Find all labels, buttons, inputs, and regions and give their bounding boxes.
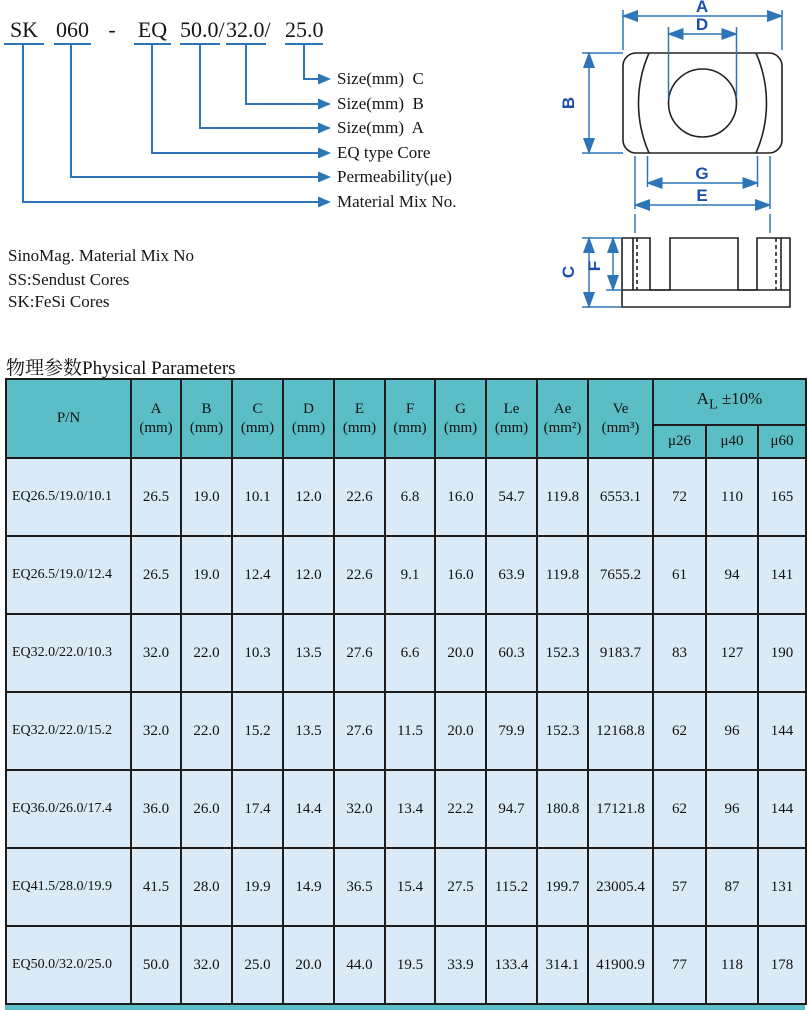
value-cell: 26.0 [181,770,232,848]
value-cell: 16.0 [435,536,486,614]
value-cell: 60.3 [486,614,537,692]
value-cell: 22.0 [181,692,232,770]
value-cell: 50.0 [131,926,181,1004]
column-label: C [252,400,263,417]
note-line: SS:Sendust Cores [8,270,130,289]
value-cell: 152.3 [537,692,588,770]
value-cell: 6.8 [385,458,435,536]
column-header-g [435,379,486,458]
part-code-segment-size-a: 50.0/ [180,17,225,42]
part-number-cell: EQ50.0/32.0/25.0 [6,926,131,1004]
value-cell: 54.7 [486,458,537,536]
note-line: SinoMag. Material Mix No [8,246,195,265]
column-header-u60: μ60 [758,425,806,458]
value-cell: 10.3 [232,614,283,692]
part-number-cell: EQ36.0/26.0/17.4 [6,770,131,848]
dim-label-c: C [559,265,578,279]
value-cell: 13.5 [283,692,334,770]
value-cell: 118 [706,926,758,1004]
column-header-a [131,379,181,458]
value-cell: 144 [758,770,806,848]
part-number-cell: EQ32.0/22.0/10.3 [6,614,131,692]
value-cell: 32.0 [131,692,181,770]
value-cell: 199.7 [537,848,588,926]
part-number-cell: EQ26.5/19.0/12.4 [6,536,131,614]
column-header-al [653,379,806,425]
value-cell: 12.4 [232,536,283,614]
value-cell: 44.0 [334,926,385,1004]
value-cell: 152.3 [537,614,588,692]
dim-label-g: G [695,164,709,183]
code-meaning-size-b: Size(mm) B [337,94,424,113]
part-code-segment-type: EQ [137,17,168,42]
value-cell: 57 [653,848,706,926]
column-header-u26: μ26 [653,425,706,458]
value-cell: 26.5 [131,536,181,614]
table-row [6,692,806,770]
value-cell: 12.0 [283,536,334,614]
value-cell: 27.6 [334,692,385,770]
part-number-cell: EQ41.5/28.0/19.9 [6,848,131,926]
value-cell: 14.9 [283,848,334,926]
value-cell: 36.0 [131,770,181,848]
column-unit: (mm) [240,419,275,436]
value-cell: 36.5 [334,848,385,926]
value-cell: 15.2 [232,692,283,770]
value-cell: 32.0 [181,926,232,1004]
column-label: Ve [612,400,629,417]
arrow-icon [318,74,331,208]
value-cell: 11.5 [385,692,435,770]
value-cell: 141 [758,536,806,614]
value-cell: 19.9 [232,848,283,926]
column-header-c [232,379,283,458]
column-header-le [486,379,537,458]
value-cell: 77 [653,926,706,1004]
table-row [6,614,806,692]
value-cell: 79.9 [486,692,537,770]
eq-core-side-view [622,238,790,307]
value-cell: 26.5 [131,458,181,536]
value-cell: 178 [758,926,806,1004]
value-cell: 27.6 [334,614,385,692]
column-header-f [385,379,435,458]
value-cell: 96 [706,770,758,848]
value-cell: 22.6 [334,458,385,536]
value-cell: 144 [758,692,806,770]
code-meaning-material: Material Mix No. [337,192,457,211]
part-code-segment-permeability: 060 [56,17,89,42]
value-cell: 22.0 [181,614,232,692]
table-row [6,926,806,1004]
column-unit: (mm) [393,419,427,436]
value-cell: 19.0 [181,536,232,614]
part-code-segment-size-c: 25.0 [285,17,324,42]
table-row [6,536,806,614]
value-cell: 119.8 [537,536,588,614]
code-meaning-permeability: Permeability(μe) [337,167,452,186]
part-code-segment-dash: - [108,17,116,42]
part-code-leader-lines [0,0,340,215]
column-unit: (mm) [139,419,173,436]
value-cell: 17.4 [232,770,283,848]
value-cell: 62 [653,770,706,848]
column-label: E [354,400,365,417]
value-cell: 10.1 [232,458,283,536]
value-cell: 180.8 [537,770,588,848]
value-cell: 62 [653,692,706,770]
column-label: Le [503,400,520,417]
value-cell: 20.0 [435,614,486,692]
value-cell: 22.2 [435,770,486,848]
value-cell: 6.6 [385,614,435,692]
dim-label-b: B [559,96,578,110]
value-cell: 41.5 [131,848,181,926]
column-label: Ae [553,400,572,417]
value-cell: 131 [758,848,806,926]
value-cell: 17121.8 [588,770,653,848]
eq-core-top-view [623,53,782,153]
value-cell: 12168.8 [588,692,653,770]
column-header-ae [537,379,588,458]
column-unit: (mm) [443,419,478,436]
al-subscript: L [708,396,718,413]
column-label: B [201,400,212,417]
column-header-u40: μ40 [706,425,758,458]
value-cell: 19.5 [385,926,435,1004]
value-cell: 190 [758,614,806,692]
value-cell: 63.9 [486,536,537,614]
value-cell: 6553.1 [588,458,653,536]
next-table-edge [5,1005,805,1010]
column-label: A [150,400,162,417]
value-cell: 9183.7 [588,614,653,692]
value-cell: 83 [653,614,706,692]
value-cell: 7655.2 [588,536,653,614]
dim-label-d: D [695,15,709,34]
column-label: F [405,400,415,417]
section-title: 物理参数Physical Parameters [6,358,236,379]
value-cell: 72 [653,458,706,536]
value-cell: 13.4 [385,770,435,848]
value-cell: 25.0 [232,926,283,1004]
value-cell: 87 [706,848,758,926]
value-cell: 20.0 [283,926,334,1004]
value-cell: 22.6 [334,536,385,614]
code-meaning-core-type: EQ type Core [337,143,431,162]
value-cell: 23005.4 [588,848,653,926]
column-header-ve [588,379,653,458]
value-cell: 28.0 [181,848,232,926]
column-unit: (mm) [189,419,224,436]
code-meaning-size-c: Size(mm) C [337,69,424,88]
table-row [6,770,806,848]
value-cell: 14.4 [283,770,334,848]
part-code-segment-material: SK [9,17,39,42]
value-cell: 119.8 [537,458,588,536]
part-number-cell: EQ32.0/22.0/15.2 [6,692,131,770]
column-label: D [303,400,314,417]
value-cell: 96 [706,692,758,770]
column-unit: (mm) [291,419,326,436]
value-cell: 20.0 [435,692,486,770]
column-header-b [181,379,232,458]
dim-label-f: F [585,260,604,272]
table-row [6,458,806,536]
value-cell: 110 [706,458,758,536]
value-cell: 61 [653,536,706,614]
value-cell: 94.7 [486,770,537,848]
value-cell: 9.1 [385,536,435,614]
column-unit: (mm²) [543,419,582,436]
physical-parameters-table [5,378,807,1005]
dim-label-a: A [695,0,709,16]
column-unit: (mm³) [601,419,640,436]
value-cell: 19.0 [181,458,232,536]
value-cell: 27.5 [435,848,486,926]
note-line: SK:FeSi Cores [8,292,110,311]
value-cell: 33.9 [435,926,486,1004]
value-cell: 32.0 [131,614,181,692]
value-cell: 314.1 [537,926,588,1004]
column-header-pn: P/N [6,379,131,458]
value-cell: 12.0 [283,458,334,536]
value-cell: 16.0 [435,458,486,536]
al-base: A [696,389,709,409]
value-cell: 41900.9 [588,926,653,1004]
value-cell: 165 [758,458,806,536]
al-tolerance: ±10% [717,389,763,409]
value-cell: 133.4 [486,926,537,1004]
table-row [6,848,806,926]
column-label: G [455,400,466,417]
part-code-segment-size-b: 32.0/ [226,17,271,42]
value-cell: 94 [706,536,758,614]
column-unit: (mm) [494,419,529,436]
eq-core-drawing [555,0,810,340]
column-header-d [283,379,334,458]
column-header-e [334,379,385,458]
value-cell: 13.5 [283,614,334,692]
value-cell: 15.4 [385,848,435,926]
code-meaning-size-a: Size(mm) A [337,118,424,137]
value-cell: 115.2 [486,848,537,926]
value-cell: 32.0 [334,770,385,848]
dim-label-e: E [696,186,708,205]
column-unit: (mm) [342,419,377,436]
value-cell: 127 [706,614,758,692]
part-number-cell: EQ26.5/19.0/10.1 [6,458,131,536]
